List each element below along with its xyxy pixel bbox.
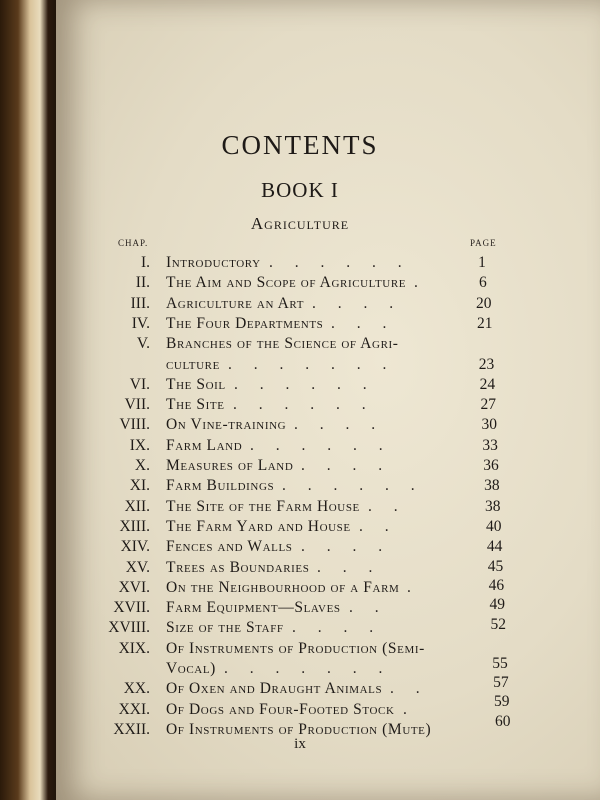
- toc-row: [0, 559, 600, 579]
- section-heading: Agriculture: [250, 214, 350, 233]
- page-number: 38: [484, 477, 500, 495]
- page-title: CONTENTS: [221, 130, 379, 160]
- toc-row: [0, 538, 600, 558]
- toc-row: [0, 315, 600, 335]
- chapter-title: Farm Equipment—Slaves: [166, 599, 341, 617]
- toc-row: [0, 615, 600, 639]
- toc-row: [0, 396, 600, 416]
- chapter-title: Fences and Walls: [166, 538, 293, 556]
- chapter-number: XVII.: [113, 599, 150, 617]
- chapter-title: culture: [166, 355, 220, 373]
- leader-dots: . . .: [331, 314, 396, 332]
- leader-dots: . . . .: [312, 294, 403, 312]
- page-number: 1: [478, 254, 486, 271]
- chapter-title: The Site of the Farm House: [166, 497, 360, 515]
- book-heading: BOOK I: [261, 178, 339, 202]
- leader-dots: . . . .: [292, 619, 383, 637]
- leader-dots: . . . . . .: [233, 396, 375, 414]
- chapter-number: VI.: [129, 375, 150, 393]
- chapter-title: Agriculture an Art: [166, 294, 305, 312]
- chapter-number: VII.: [124, 396, 150, 414]
- chapter-number: IX.: [129, 436, 150, 454]
- chapter-number: XII.: [124, 497, 150, 515]
- toc-row: [0, 335, 600, 355]
- toc-row: [0, 437, 600, 457]
- toc-row: [0, 498, 600, 518]
- chapter-number: II.: [135, 274, 150, 292]
- page-number: 55: [492, 654, 508, 672]
- chapter-title: Of Instruments of Production (Semi-: [166, 639, 425, 657]
- chapter-number: XIII.: [119, 517, 150, 535]
- chapter-number: XX.: [123, 680, 150, 698]
- leader-dots: . .: [359, 517, 398, 535]
- page-number: 6: [479, 274, 487, 292]
- leader-dots: .: [407, 578, 420, 596]
- chapter-title: Farm Buildings: [166, 477, 275, 495]
- page-number: 49: [489, 596, 506, 614]
- toc-row: [0, 295, 600, 315]
- chapter-number: V.: [136, 335, 150, 353]
- leader-dots: . . . . . . .: [228, 355, 396, 373]
- leader-dots: . . . . . . .: [224, 660, 392, 677]
- chapter-number: I.: [140, 254, 150, 271]
- page-number: 59: [494, 693, 510, 711]
- page-number: 36: [483, 457, 499, 474]
- leader-dots: . . . .: [301, 457, 392, 474]
- page-number: 20: [476, 294, 492, 312]
- chapter-number: XIV.: [120, 538, 150, 556]
- page-column-header: PAGE: [470, 238, 497, 248]
- chapter-title: On Vine-training: [166, 416, 287, 434]
- page-number: 46: [488, 577, 505, 594]
- page-number: 33: [482, 436, 498, 454]
- page-number: 21: [476, 314, 493, 332]
- page-number: 40: [485, 517, 502, 535]
- toc-row: [0, 518, 600, 538]
- toc-row: [0, 254, 600, 274]
- leader-dots: . . .: [317, 558, 382, 576]
- page-number: 45: [487, 557, 504, 575]
- chapter-number: X.: [134, 457, 150, 474]
- chapter-title: The Site: [166, 396, 225, 414]
- chapter-number: XVI.: [118, 578, 150, 596]
- page-number: 52: [490, 615, 506, 633]
- toc-row: [0, 274, 600, 294]
- chapter-title: The Soil: [166, 375, 226, 393]
- leader-dots: .: [414, 274, 427, 292]
- leader-dots: . .: [349, 599, 388, 617]
- page-number: 38: [485, 497, 501, 515]
- chapter-title: Vocal): [166, 660, 216, 677]
- chapter-title: Measures of Land: [166, 457, 294, 474]
- page-number: 57: [493, 674, 509, 691]
- chapter-title: Size of the Staff: [166, 619, 284, 637]
- chapter-number: XIX.: [118, 639, 150, 657]
- chapter-number: XVIII.: [108, 619, 150, 637]
- chapter-number: IV.: [131, 314, 150, 332]
- chapter-number: XXII.: [113, 720, 150, 738]
- chapter-number: XV.: [125, 558, 150, 576]
- toc-row: [0, 457, 600, 477]
- page-number: 30: [481, 416, 497, 434]
- leader-dots: . . . . . .: [282, 477, 424, 495]
- toc-row: [0, 356, 600, 376]
- chapter-title: The Farm Yard and House: [166, 517, 351, 535]
- chapter-number: XI.: [129, 477, 150, 495]
- chapter-column-header: CHAP.: [118, 238, 149, 248]
- chapter-title: Farm Land: [166, 436, 243, 454]
- chapter-title: The Four Departments: [166, 314, 324, 332]
- leader-dots: .: [403, 700, 416, 718]
- toc-row: [0, 416, 600, 436]
- toc-row: [0, 376, 600, 396]
- chapter-title: The Aim and Scope of Agriculture: [166, 274, 407, 292]
- page-number: 24: [479, 375, 496, 393]
- chapter-number: XXI.: [118, 700, 150, 718]
- leader-dots: . .: [390, 680, 429, 698]
- chapter-number: VIII.: [119, 416, 150, 434]
- chapter-number: III.: [130, 294, 150, 312]
- page-number: 60: [494, 712, 511, 730]
- page-folio: ix: [294, 736, 306, 752]
- page-number: 44: [486, 538, 503, 556]
- leader-dots: . . . . . .: [234, 375, 376, 393]
- chapter-title: Introductory: [166, 254, 261, 271]
- chapter-title: On the Neighbourhood of a Farm: [166, 578, 400, 596]
- leader-dots: . .: [368, 497, 407, 515]
- chapter-title: Of Dogs and Four-Footed Stock: [166, 700, 395, 718]
- leader-dots: . . . . . .: [250, 436, 392, 454]
- page-number: 23: [478, 355, 495, 373]
- leader-dots: . . . . . .: [269, 254, 411, 271]
- chapter-title: Of Oxen and Draught Animals: [166, 680, 383, 698]
- chapter-title: Branches of the Science of Agri-: [166, 335, 399, 353]
- leader-dots: . . . .: [301, 538, 392, 556]
- toc-row: [0, 477, 600, 497]
- chapter-title: Of Instruments of Production (Mute): [166, 720, 432, 738]
- page-number: 27: [480, 396, 497, 414]
- leader-dots: . . . .: [294, 416, 385, 434]
- chapter-title: Trees as Boundaries: [166, 558, 310, 576]
